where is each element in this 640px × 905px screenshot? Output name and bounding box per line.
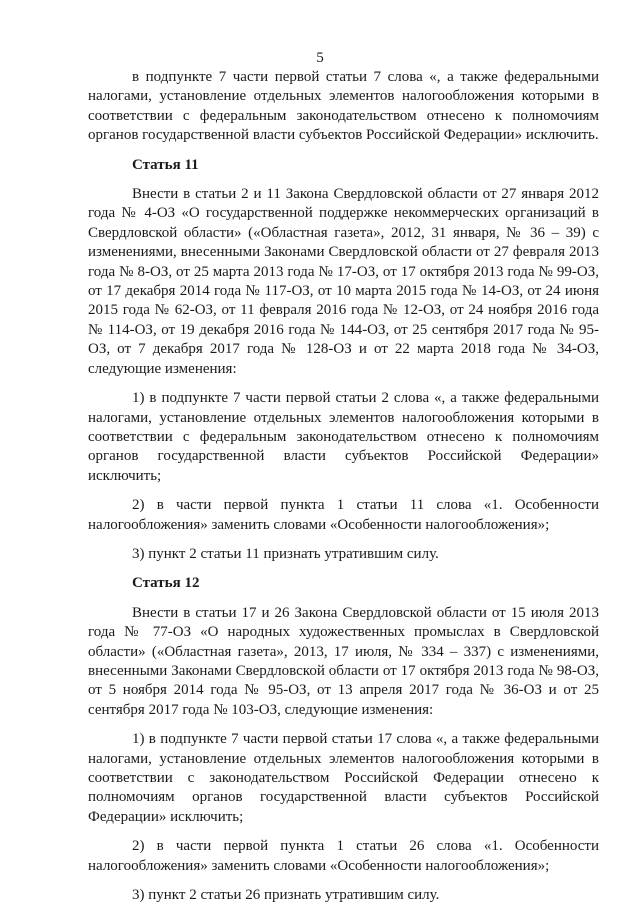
paragraph-article12-item3: 3) пункт 2 статьи 26 признать утратившим силу.: [132, 887, 440, 904]
paragraph-article12-intro: Внести в статьи 17 и 26 Закона Свердловской области от 15 июля 2013 года № 77-ОЗ «О народных художественных промыслах в Свердловской области» («Областная газета», 2013, 17 июля, № 334 – 337) с изменениями, внесенными Законами Свердловской области от 17 октября 2013 года № 98-ОЗ, от 5 ноября 2014 года № 95-ОЗ, от 13 апреля 2017 года № 36-ОЗ и от 25 сентября 2017 года № 103-ОЗ, следующие изменения:: [88, 604, 599, 718]
paragraph-gap: [88, 827, 599, 837]
paragraph-article12-item2: 2) в части первой пункта 1 статьи 26 слова «1. Особенности налогообложения» заменить словами «Особенности налогообложения»;: [88, 838, 599, 874]
paragraph-gap: [88, 535, 599, 545]
paragraph-gap: [88, 486, 599, 496]
paragraph-article11-intro: Внести в статьи 2 и 11 Закона Свердловской области от 27 января 2012 года № 4-ОЗ «О государственной поддержке некоммерческих организаций в Свердловской области» («Областная газета», 2012, 31 января, № 36 – 39) с изменениями, внесенными Законами Свердловской области от 27 февраля 2013 года № 8-ОЗ, от 25 марта 2013 года № 17-ОЗ, от 17 октября 2013 года № 99-ОЗ, от 17 декабря 2014 года № 117-ОЗ, от 10 марта 2015 года № 14-ОЗ, от 24 июня 2015 года № 62-ОЗ, от 11 февраля 2016 года № 12-ОЗ, от 24 ноября 2016 года № 114-ОЗ, от 19 декабря 2016 года № 144-ОЗ, от 25 сентября 2017 года № 95-ОЗ, от 7 декабря 2017 года № 128-ОЗ и от 22 марта 2018 года № 34-ОЗ, следующие изменения:: [88, 186, 599, 377]
paragraph-gap: [88, 146, 599, 156]
paragraph-gap: [88, 594, 599, 604]
paragraph-gap: [88, 876, 599, 886]
paragraph-article11-item1: 1) в подпункте 7 части первой статьи 2 слова «, а также федеральными налогами, установление отдельных элементов налогообложения которыми в соответствии с федеральным законодательством отнесено к полномочиям органов государственной власти субъектов Российской Федерации» исключить;: [88, 390, 599, 484]
paragraph-article11-item3: 3) пункт 2 статьи 11 признать утратившим силу.: [132, 545, 439, 562]
paragraph-article11-item2: 2) в части первой пункта 1 статьи 11 слова «1. Особенности налогообложения» заменить словами «Особенности налогообложения»;: [88, 497, 599, 533]
page-number: 5: [316, 50, 324, 66]
paragraph-gap: [88, 175, 599, 185]
article-heading-11: Статья 11: [132, 156, 199, 173]
paragraph-article12-item1: 1) в подпункте 7 части первой статьи 17 слова «, а также федеральными налогами, установление отдельных элементов налогообложения которыми в соответствии с законодательством Российской Федерации отнесено к полномочиям органов государственной власти субъектов Российской Федерации» исключить;: [88, 731, 599, 825]
paragraph-gap: [88, 379, 599, 389]
paragraph-gap: [88, 564, 599, 574]
document-body: [88, 68, 599, 905]
article-heading-12: Статья 12: [132, 575, 200, 592]
paragraph-article10-clause: в подпункте 7 части первой статьи 7 слова «, а также федеральными налогами, установление отдельных элементов налогообложения которыми в соответствии с федеральным законодательством отнесено к полномочиям органов государственной власти субъектов Российской Федерации» исключить.: [88, 69, 599, 144]
paragraph-gap: [88, 720, 599, 730]
